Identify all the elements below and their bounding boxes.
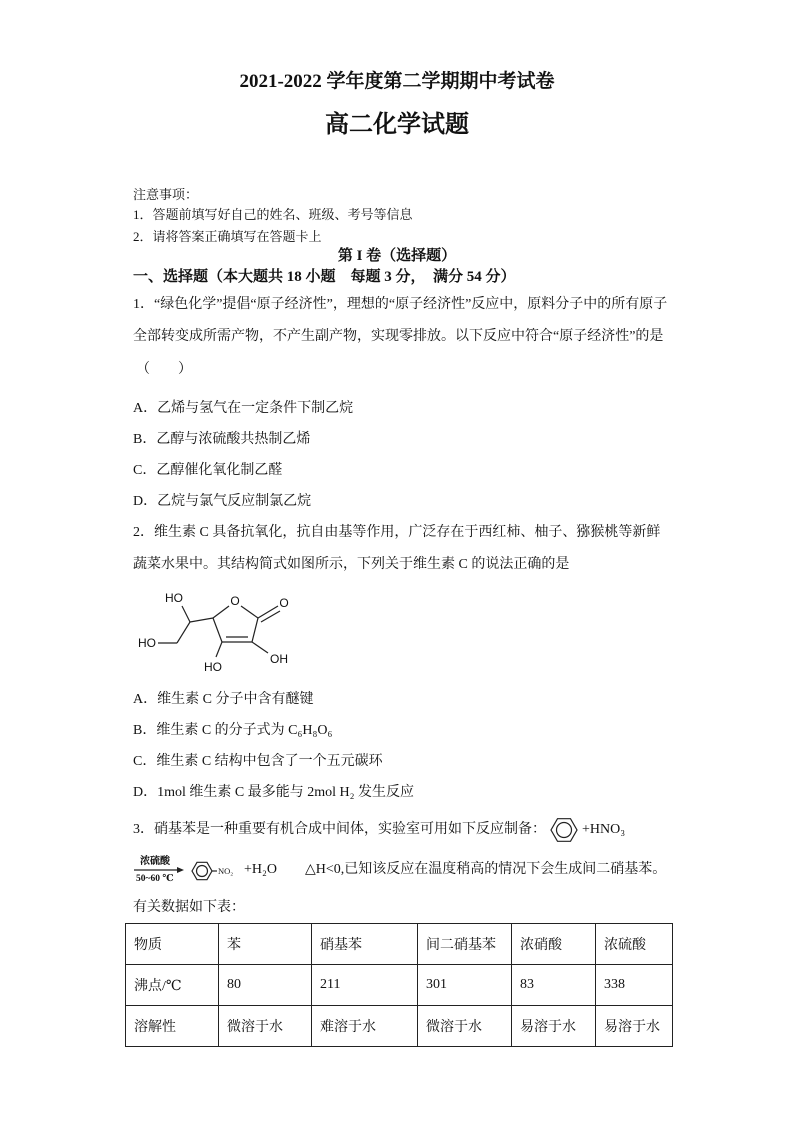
section-heading: 一、选择题（本大题共 18 小题 每题 3 分， 满分 54 分） [133, 269, 516, 285]
question-stem-line: 1．“绿色化学”提倡“原子经济性”，理想的“原子经济性”反应中，原料分子中的所有原子 [133, 297, 668, 312]
table-header-cell: 物质 [126, 924, 219, 965]
notice-heading: 注意事项： [133, 187, 199, 202]
catalyst-label: 浓硫酸 [140, 856, 170, 867]
table-cell: 难溶于水 [312, 1006, 418, 1047]
table-intro: 有关数据如下表： [133, 900, 245, 915]
side-chain-oh-label: HO [165, 591, 183, 605]
option-c: C．乙醇催化氧化制乙醛 [133, 463, 283, 478]
option-d: D．乙烷与氯气反应制氯乙烷 [133, 494, 312, 509]
exam-title: 2021-2022 学年度第二学期期中考试卷 [239, 71, 555, 92]
table-cell: 338 [596, 965, 673, 1006]
volume-title: 第 I 卷（选择题） [337, 248, 457, 264]
notice-item: 2．请将答案正确填写在答题卡上 [133, 229, 322, 244]
byproduct-label: +H₂O [244, 862, 277, 877]
ring-oxygen-label: O [230, 594, 240, 608]
table-header-cell: 浓硫酸 [596, 924, 673, 965]
option-c: C．维生素 C 结构中包含了一个五元碳环 [133, 754, 383, 769]
exam-subtitle: 高二化学试题 [325, 112, 469, 138]
table-header-row [126, 924, 673, 965]
properties-table [125, 923, 673, 1047]
table-row [126, 1006, 673, 1047]
reactant-label: +HNO₃ [582, 822, 626, 837]
table-header-cell: 浓硝酸 [512, 924, 596, 965]
table-row [126, 965, 673, 1006]
enol-oh-right-label: OH [270, 652, 288, 666]
nitro-group-label: NO₂ [218, 866, 234, 876]
table-header-cell: 硝基苯 [312, 924, 418, 965]
terminal-oh-label: HO [138, 636, 156, 650]
table-header-cell: 苯 [219, 924, 312, 965]
nitrobenzene-structure [191, 860, 243, 882]
question-stem-line: 2．维生素 C 具备抗氧化，抗自由基等作用，广泛存在于西红柿、柚子、猕猴桃等新鲜 [133, 525, 661, 540]
table-cell: 83 [512, 965, 596, 1006]
vitamin-c-structure [130, 585, 295, 680]
question-stem-line: 蔬菜水果中。其结构简式如图所示，下列关于维生素 C 的说法正确的是 [133, 557, 570, 572]
option-d: D．1mol 维生素 C 最多能与 2mol H₂ 发生反应 [133, 785, 414, 800]
reaction-note: △H<0,已知该反应在温度稍高的情况下会生成间二硝基苯。 [305, 862, 667, 877]
temperature-label: 50~60 ℃ [136, 874, 174, 884]
option-b: B．维生素 C 的分子式为 C₆H₈O₆ [133, 723, 333, 738]
question-stem: 3．硝基苯是一种重要有机合成中间体，实验室可用如下反应制备： [133, 822, 546, 837]
structure-bonds [158, 606, 280, 657]
table-cell: 易溶于水 [512, 1006, 596, 1047]
option-a: A．乙烯与氢气在一定条件下制乙烷 [133, 401, 354, 416]
table-cell: 211 [312, 965, 418, 1006]
table-header-cell: 间二硝基苯 [418, 924, 512, 965]
table-cell: 溶解性 [126, 1006, 219, 1047]
table-cell: 微溶于水 [418, 1006, 512, 1047]
notice-item: 1．答题前填写好自己的姓名、班级、考号等信息 [133, 207, 413, 222]
option-a: A．维生素 C 分子中含有醚键 [133, 692, 314, 707]
enol-oh-left-label: HO [204, 660, 222, 674]
table-cell: 易溶于水 [596, 1006, 673, 1047]
table-cell: 301 [418, 965, 512, 1006]
table-cell: 80 [219, 965, 312, 1006]
benzene-structure [549, 815, 579, 845]
table-cell: 沸点/℃ [126, 965, 219, 1006]
answer-blank: （ ） [136, 362, 192, 377]
question-stem-line: 全部转变成所需产物，不产生副产物，实现零排放。以下反应中符合“原子经济性”的是 [133, 329, 664, 344]
option-b: B．乙醇与浓硫酸共热制乙烯 [133, 432, 311, 447]
table-cell: 微溶于水 [219, 1006, 312, 1047]
carbonyl-oxygen-label: O [279, 596, 289, 610]
